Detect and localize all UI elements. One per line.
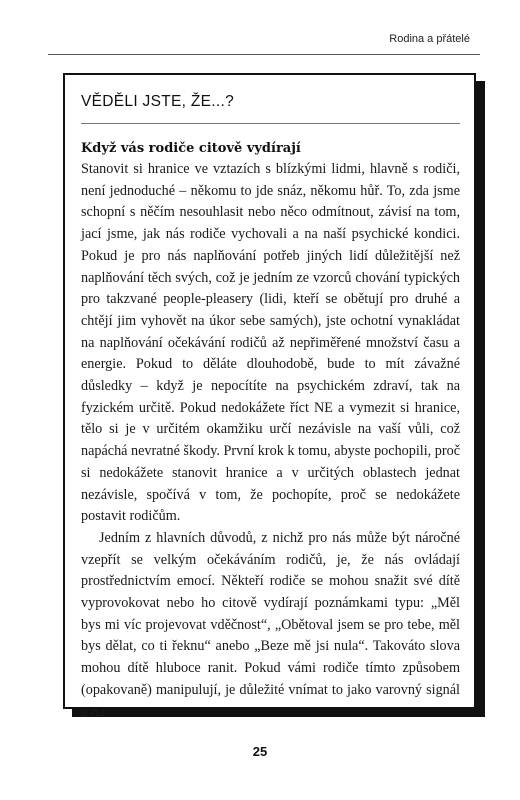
page-number: 25 <box>252 744 268 759</box>
body-paragraph-2: Jedním z hlavních důvodů, z nichž pro nás může být náročné vzepřít se velkým očekáváním rodičů, je, že nás ovládají prostřednictvím emocí. Někteří rodiče se mohou snažit své dítě vyprovokovat nebo ho citově vydírají poznámkami typu: „Měl bys mi víc projevovat vděčnost“, „Obětoval jsem se pro tebe, měl bys dělat, co ti řeknu“ anebo „Beze mě jsi nula“. Takováto slova mohou dítě hluboce ranit. Pokud vámi rodiče tímto způsobem (opakovaně) manipulují, je důležité vnímat to jako varovný signál a na <box>81 529 460 720</box>
box-title: VĚDĚLI JSTE, ŽE...? <box>81 93 234 110</box>
body-paragraph-1: Stanovit si hranice ve vztazích s blízkými lidmi, hlavně s rodiči, není jednoduché – někomu to jde snáz, někomu hůř. To, zda jsme schopní s něčím nesouhlasit nebo něco odmítnout, závisí na tom, jací jsme, jak nás rodiče vychovali a na naší psychické kondici. Pokud je pro nás naplňování potřeb jiných lidí důležitější než naplňování těch svých, což je jedním ze vzorců chování typických pro takzvané people-pleasery (lidi, kteří se obětují pro druhé a chtějí jim vyhovět na úkor sebe samých), jste ochotní vynakládat na naplňování očekávání rodičů až nepřiměřené množství času a energie. Pokud to děláte dlouhodobě, bude to mít závažné důsledky – když je nepocítíte na psychickém zdraví, tak na fyzickém určitě. Pokud nedokážete říct NE a vymezit si hranice, tělo si je v určitém okamžiku určí nezávisle na vaší vůli, což napáchá nevratné škody. První krok k tomu, abyste pochopili, proč si nedokážete stanovit hranice a v určitých oblastech jednat nezávisle, spočívá v tom, že pochopíte, proč se nedokážete postavit rodičům. <box>81 161 460 525</box>
running-header-title: Rodina a přátelé <box>389 33 470 45</box>
box-subheading: Když vás rodiče citově vydírají <box>81 141 301 156</box>
header-rule <box>48 54 480 55</box>
info-box <box>63 73 476 720</box>
box-title-rule <box>81 123 460 124</box>
